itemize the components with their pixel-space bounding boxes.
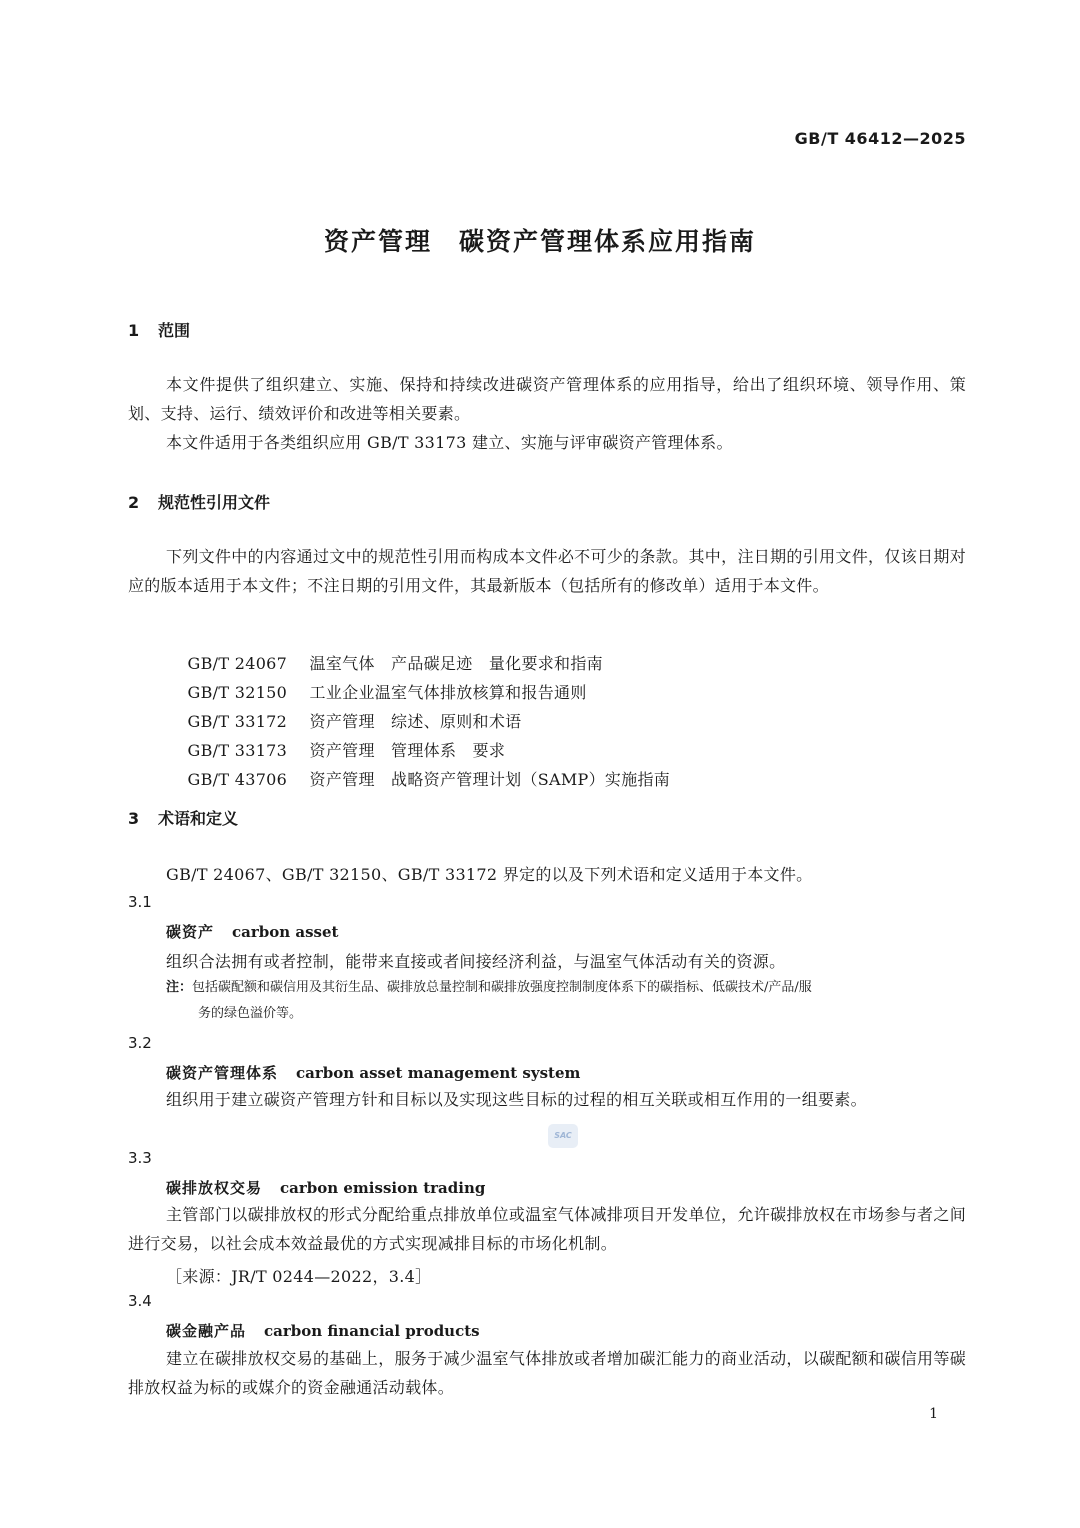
terms-intro: GB/T 24067、GB/T 32150、GB/T 33172 界定的以及下列术语和定义适用于本文件。 xyxy=(166,865,813,884)
term-source: ［来源：JR/T 0244—2022，3.4］ xyxy=(166,1267,432,1286)
reference-code: GB/T 43706 xyxy=(187,770,288,789)
section-number: 1 xyxy=(128,321,140,340)
term-number: 3.4 xyxy=(128,1292,152,1310)
section-number: 3 xyxy=(128,809,140,828)
reference-code: GB/T 33173 xyxy=(187,741,288,760)
reference-title: 资产管理 综述、原则和术语 xyxy=(309,712,522,731)
section-title: 规范性引用文件 xyxy=(158,493,271,512)
reference-title: 资产管理 战略资产管理计划（SAMP）实施指南 xyxy=(309,770,671,789)
term-definition: 组织合法拥有或者控制，能带来直接或者间接经济利益，与温室气体活动有关的资源。 xyxy=(166,952,786,971)
term-heading xyxy=(166,1177,485,1198)
term-definition: 组织用于建立碳资产管理方针和目标以及实现这些目标的过程的相互关联或相互作用的一组要素。 xyxy=(166,1090,867,1109)
term-chinese: 碳资产 xyxy=(166,923,215,941)
term-english: carbon asset xyxy=(232,923,339,941)
reference-code: GB/T 32150 xyxy=(187,683,288,702)
section-title: 范围 xyxy=(158,321,191,340)
note-text-continued: 务的绿色溢价等。 xyxy=(198,1006,303,1021)
section-number: 2 xyxy=(128,493,140,512)
section-title: 术语和定义 xyxy=(158,809,239,828)
reference-title: 资产管理 管理体系 要求 xyxy=(309,741,506,760)
term-english: carbon financial products xyxy=(264,1322,480,1340)
document-title: 资产管理 碳资产管理体系应用指南 xyxy=(323,227,756,256)
term-chinese: 碳金融产品 xyxy=(166,1322,247,1340)
scope-paragraph-2: 本文件适用于各类组织应用 GB/T 33173 建立、实施与评审碳资产管理体系。 xyxy=(166,433,733,452)
term-heading xyxy=(166,1320,480,1341)
term-definition: 建立在碳排放权交易的基础上，服务于减少温室气体排放或者增加碳汇能力的商业活动，以碳配额和碳信用等碳排放权益为标的或媒介的资金融通活动载体。 xyxy=(128,1349,966,1397)
term-english: carbon emission trading xyxy=(280,1179,486,1197)
term-heading xyxy=(166,921,338,942)
sac-watermark: SAC xyxy=(548,1124,578,1148)
reference-code: GB/T 24067 xyxy=(187,654,288,673)
reference-item xyxy=(166,748,670,809)
term-english: carbon asset management system xyxy=(296,1064,581,1082)
section-heading-scope xyxy=(128,318,190,341)
scope-paragraph-1: 本文件提供了组织建立、实施、保持和持续改进碳资产管理体系的应用指导，给出了组织环境、领导作用、策划、支持、运行、绩效评价和改进等相关要素。 xyxy=(128,375,966,423)
term-definition: 主管部门以碳排放权的形式分配给重点排放单位或温室气体减排项目开发单位，允许碳排放权在市场参与者之间进行交易，以社会成本效益最优的方式实现减排目标的市场化机制。 xyxy=(128,1205,966,1253)
term-number: 3.1 xyxy=(128,893,152,911)
note-label: 注： xyxy=(166,980,193,995)
term-note xyxy=(166,975,966,1027)
page-number: 1 xyxy=(929,1406,938,1422)
note-text: 包括碳配额和碳信用及其衍生品、碳排放总量控制和碳排放强度控制制度体系下的碳指标、低碳技术/产品/服 xyxy=(192,980,812,995)
reference-title: 工业企业温室气体排放核算和报告通则 xyxy=(309,683,587,702)
reference-code: GB/T 33172 xyxy=(187,712,288,731)
term-chinese: 碳资产管理体系 xyxy=(166,1064,279,1082)
term-number: 3.3 xyxy=(128,1149,152,1167)
standard-code: GB/T 46412—2025 xyxy=(794,129,966,148)
term-number: 3.2 xyxy=(128,1034,152,1052)
section-heading-terms xyxy=(128,806,238,829)
references-intro: 下列文件中的内容通过文中的规范性引用而构成本文件必不可少的条款。其中，注日期的引用文件，仅该日期对应的版本适用于本文件；不注日期的引用文件，其最新版本（包括所有的修改单）适用于本文件。 xyxy=(128,547,966,595)
term-heading xyxy=(166,1062,580,1083)
reference-title: 温室气体 产品碳足迹 量化要求和指南 xyxy=(309,654,603,673)
term-chinese: 碳排放权交易 xyxy=(166,1179,263,1197)
section-heading-normative-references xyxy=(128,490,270,513)
